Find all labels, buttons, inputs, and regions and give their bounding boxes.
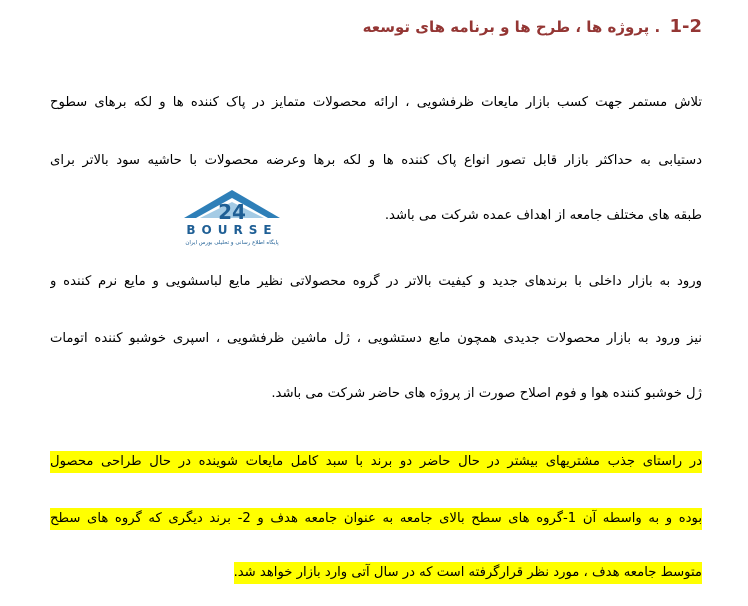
paragraph-3-line-2: بوده و به واسطه آن 1-گروه های سطح بالای جامعه به عنوان جامعه هدف و 2- برند دیگری که گروه های سطح <box>50 508 702 530</box>
logo-numeral: 24 <box>218 200 246 224</box>
section-title: . پروژه ها ، طرح ها و برنامه های توسعه <box>362 18 661 36</box>
paragraph-1-line-2: دستیابی به حداکثر بازار قابل تصور انواع پاک کننده ها و لکه برها وعرضه محصولات با حاشیه سود بالاتر برای <box>50 153 702 168</box>
paragraph-3-line-3: متوسط جامعه هدف ، مورد نظر قرارگرفته است که در سال آتی وارد بازار خواهد شد. <box>234 562 702 584</box>
paragraph-2-line-2: نیز ورود به بازار محصولات جدیدی همچون مایع دستشویی ، ژل ماشین ظرفشویی ، اسپری خوشبو کننده اتومات <box>50 331 702 346</box>
logo-caption: پایگاه اطلاع رسانی و تحلیلی بورس ایران <box>185 240 279 246</box>
logo-word: BOURSE <box>186 223 278 237</box>
bourse-logo <box>160 188 304 248</box>
section-number: 1-2 <box>669 16 702 37</box>
paragraph-1-line-1: تلاش مستمر جهت کسب بازار مایعات ظرفشویی ، ارائه محصولات متمایز در پاک کننده ها و لکه برهای سطوح <box>50 95 702 110</box>
paragraph-2-line-3: ژل خوشبو کننده هوا و فوم اصلاح صورت از پروژه های حاضر شرکت می باشد. <box>271 386 702 401</box>
paragraph-3-line-1: در راستای جذب مشتریهای بیشتر در حال حاضر دو برند با سبد کامل مایعات شوینده در حال طراحی محصول <box>50 451 702 473</box>
paragraph-2-line-1: ورود به بازار داخلی با برندهای جدید و کیفیت بالاتر در گروه محصولاتی نظیر مایع لباسشویی و مایع نرم کننده و <box>50 274 702 289</box>
paragraph-1-line-3: طبقه های مختلف جامعه از اهداف عمده شرکت می باشد. <box>384 208 702 223</box>
section-heading <box>363 16 702 37</box>
